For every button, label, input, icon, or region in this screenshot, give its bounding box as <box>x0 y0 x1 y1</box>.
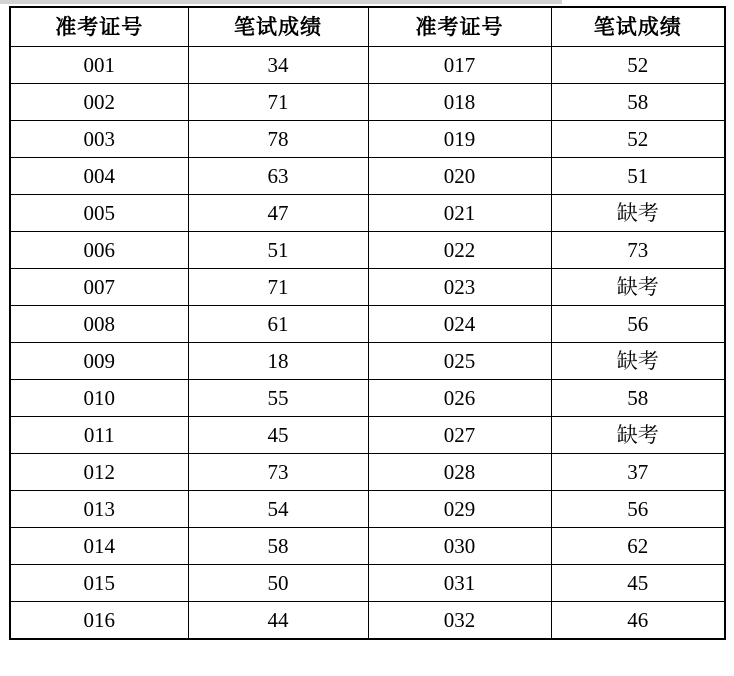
table-row <box>10 306 725 343</box>
table-row <box>10 565 725 602</box>
table-row <box>10 269 725 306</box>
table-row <box>10 343 725 380</box>
cell-score: 45 <box>188 417 368 454</box>
cell-exam-id: 020 <box>368 158 551 195</box>
table-row <box>10 380 725 417</box>
table-row <box>10 158 725 195</box>
cell-exam-id: 013 <box>10 491 188 528</box>
cell-score: 62 <box>551 528 725 565</box>
cell-exam-id: 025 <box>368 343 551 380</box>
cell-score: 63 <box>188 158 368 195</box>
header-row <box>10 7 725 47</box>
cell-exam-id: 006 <box>10 232 188 269</box>
cell-exam-id: 015 <box>10 565 188 602</box>
cell-exam-id: 010 <box>10 380 188 417</box>
cell-exam-id: 005 <box>10 195 188 232</box>
header-exam-id-left: 准考证号 <box>10 7 188 47</box>
cell-exam-id: 028 <box>368 454 551 491</box>
cell-score: 78 <box>188 121 368 158</box>
cell-exam-id: 018 <box>368 84 551 121</box>
cell-exam-id: 027 <box>368 417 551 454</box>
cell-score: 45 <box>551 565 725 602</box>
table-row <box>10 195 725 232</box>
cell-exam-id: 004 <box>10 158 188 195</box>
cell-exam-id: 012 <box>10 454 188 491</box>
cell-score: 47 <box>188 195 368 232</box>
table-header <box>10 7 725 47</box>
table-row <box>10 121 725 158</box>
cell-exam-id: 011 <box>10 417 188 454</box>
table-row <box>10 417 725 454</box>
cell-exam-id: 003 <box>10 121 188 158</box>
cell-exam-id: 008 <box>10 306 188 343</box>
cell-exam-id: 032 <box>368 602 551 640</box>
cell-score: 50 <box>188 565 368 602</box>
cell-score: 58 <box>188 528 368 565</box>
cell-score: 61 <box>188 306 368 343</box>
cell-score: 55 <box>188 380 368 417</box>
cell-exam-id: 017 <box>368 47 551 84</box>
header-exam-id-right: 准考证号 <box>368 7 551 47</box>
cell-exam-id: 023 <box>368 269 551 306</box>
table-row <box>10 602 725 640</box>
cell-score: 缺考 <box>551 269 725 306</box>
cell-score: 58 <box>551 84 725 121</box>
cell-score: 71 <box>188 84 368 121</box>
cell-score: 缺考 <box>551 195 725 232</box>
cell-score: 51 <box>551 158 725 195</box>
top-edge-artifact <box>0 0 562 4</box>
cell-score: 52 <box>551 47 725 84</box>
cell-score: 46 <box>551 602 725 640</box>
cell-score: 18 <box>188 343 368 380</box>
cell-exam-id: 019 <box>368 121 551 158</box>
cell-score: 缺考 <box>551 343 725 380</box>
cell-score: 缺考 <box>551 417 725 454</box>
cell-exam-id: 029 <box>368 491 551 528</box>
cell-exam-id: 001 <box>10 47 188 84</box>
header-score-left: 笔试成绩 <box>188 7 368 47</box>
cell-score: 73 <box>188 454 368 491</box>
cell-score: 54 <box>188 491 368 528</box>
cell-score: 34 <box>188 47 368 84</box>
table-row <box>10 528 725 565</box>
cell-score: 51 <box>188 232 368 269</box>
cell-score: 44 <box>188 602 368 640</box>
cell-exam-id: 002 <box>10 84 188 121</box>
cell-exam-id: 021 <box>368 195 551 232</box>
cell-score: 56 <box>551 306 725 343</box>
cell-exam-id: 022 <box>368 232 551 269</box>
table-row <box>10 232 725 269</box>
cell-exam-id: 026 <box>368 380 551 417</box>
table-row <box>10 47 725 84</box>
table-row <box>10 84 725 121</box>
cell-exam-id: 024 <box>368 306 551 343</box>
cell-score: 52 <box>551 121 725 158</box>
cell-exam-id: 031 <box>368 565 551 602</box>
cell-score: 71 <box>188 269 368 306</box>
cell-score: 58 <box>551 380 725 417</box>
cell-exam-id: 016 <box>10 602 188 640</box>
cell-exam-id: 007 <box>10 269 188 306</box>
cell-score: 56 <box>551 491 725 528</box>
cell-exam-id: 030 <box>368 528 551 565</box>
cell-score: 73 <box>551 232 725 269</box>
table-body <box>10 47 725 640</box>
table-row <box>10 454 725 491</box>
cell-exam-id: 014 <box>10 528 188 565</box>
table-row <box>10 491 725 528</box>
score-table <box>9 6 726 640</box>
cell-exam-id: 009 <box>10 343 188 380</box>
cell-score: 37 <box>551 454 725 491</box>
header-score-right: 笔试成绩 <box>551 7 725 47</box>
